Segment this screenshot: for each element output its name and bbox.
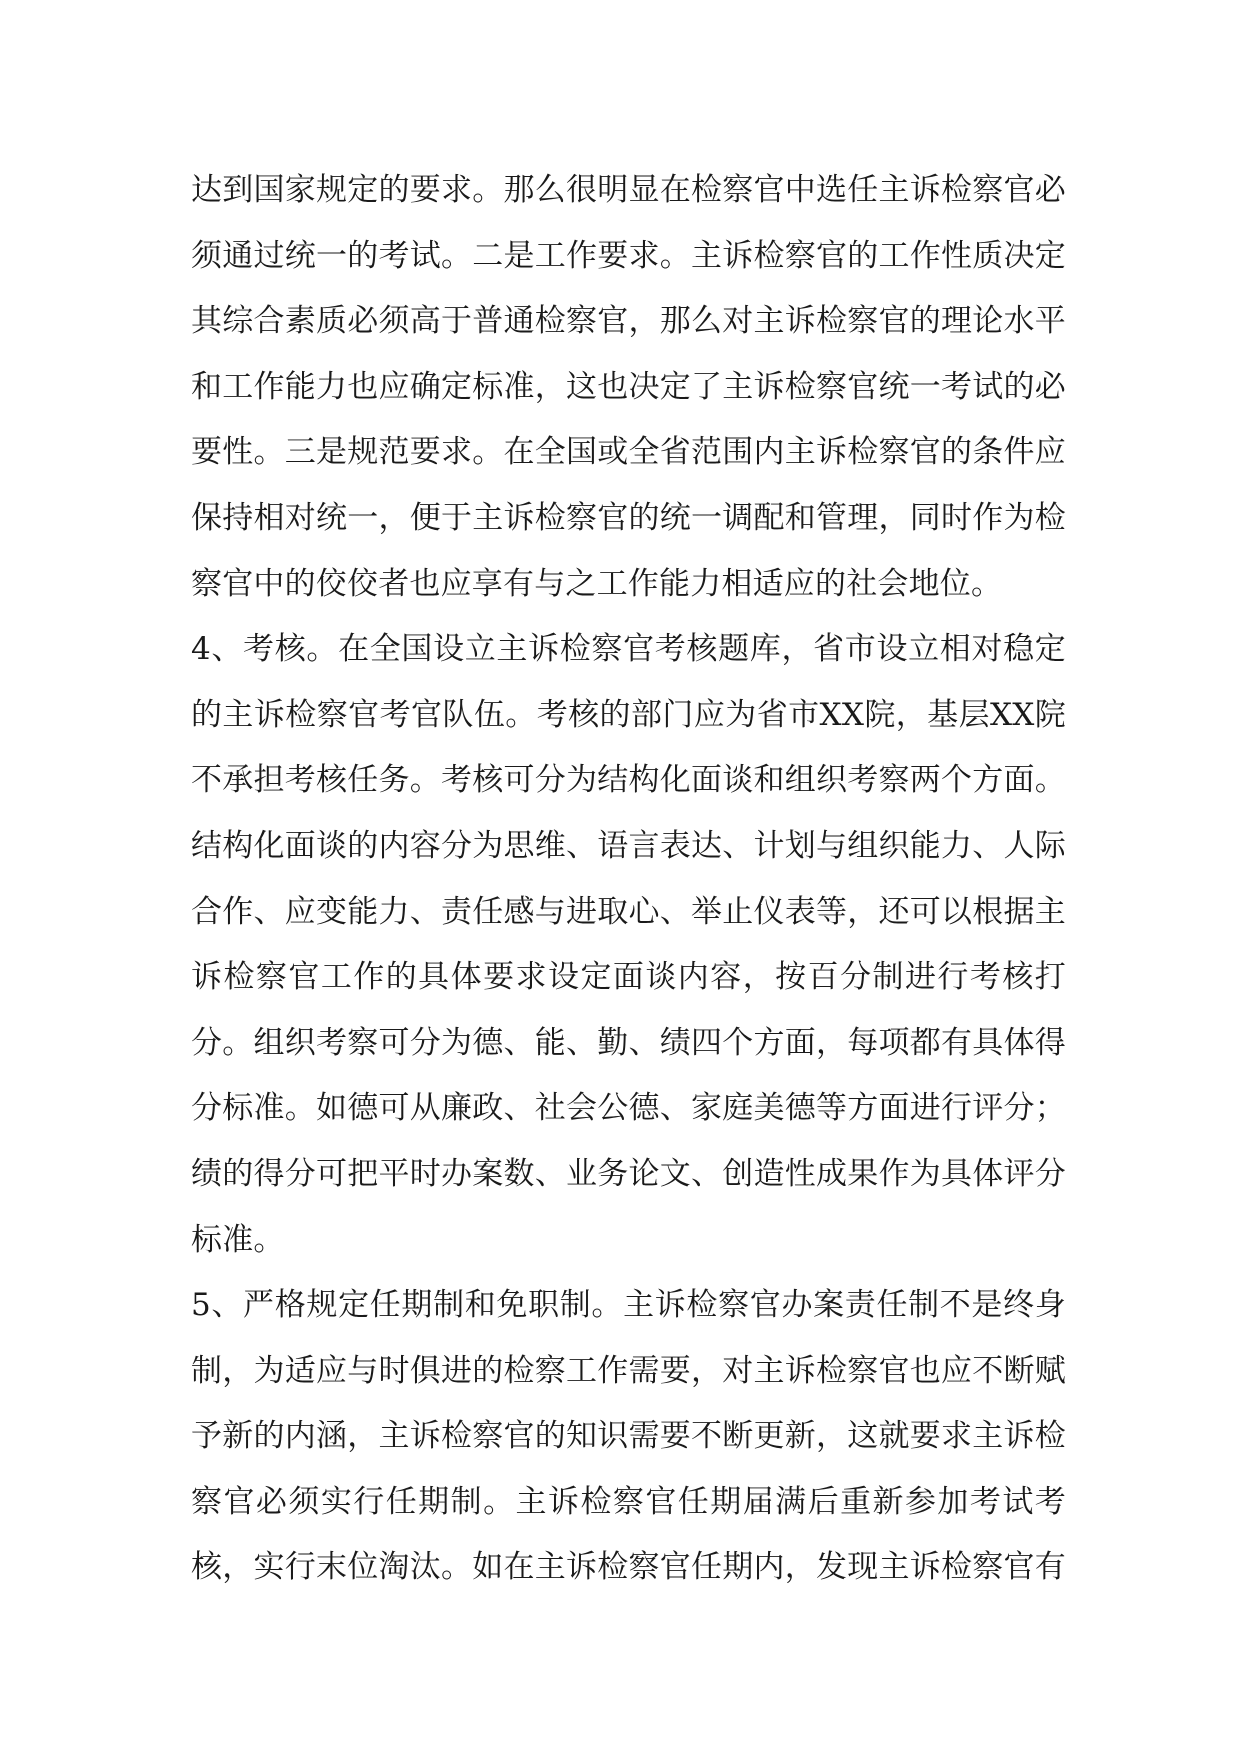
text-line: 合作、应变能力、责任感与进取心、举止仪表等，还可以根据主: [191, 893, 1066, 930]
text-line: 制，为适应与时俱进的检察工作需要，对主诉检察官也应不断赋: [191, 1352, 1066, 1389]
text-line: 核，实行末位淘汰。如在主诉检察官任期内，发现主诉检察官有: [191, 1549, 1066, 1586]
text-line: 须通过统一的考试。二是工作要求。主诉检察官的工作性质决定: [191, 237, 1066, 274]
text-line: 的主诉检察官考官队伍。考核的部门应为省市XX院，基层XX院: [191, 696, 1066, 733]
text-line: 绩的得分可把平时办案数、业务论文、创造性成果作为具体评分: [191, 1155, 1066, 1192]
text-line: 分标准。如德可从廉政、社会公德、家庭美德等方面进行评分；: [191, 1090, 1066, 1127]
text-line: 察官必须实行任期制。主诉检察官任期届满后重新参加考试考: [191, 1483, 1066, 1520]
paragraph-4-start: 4、考核。在全国设立主诉检察官考核题库，省市设立相对稳定: [191, 631, 1066, 668]
text-line: 保持相对统一，便于主诉检察官的统一调配和管理，同时作为检: [191, 499, 1066, 536]
text-line: 诉检察官工作的具体要求设定面谈内容，按百分制进行考核打: [191, 959, 1066, 996]
text-line: 标准。: [191, 1221, 285, 1258]
text-line: 察官中的佼佼者也应享有与之工作能力相适应的社会地位。: [191, 565, 1003, 602]
text-line: 不承担考核任务。考核可分为结构化面谈和组织考察两个方面。: [191, 762, 1066, 799]
text-line: 结构化面谈的内容分为思维、语言表达、计划与组织能力、人际: [191, 827, 1066, 864]
text-line: 分。组织考察可分为德、能、勤、绩四个方面，每项都有具体得: [191, 1024, 1066, 1061]
text-line: 要性。三是规范要求。在全国或全省范围内主诉检察官的条件应: [191, 434, 1066, 471]
body-text: [191, 158, 1066, 1601]
text-line: 达到国家规定的要求。那么很明显在检察官中选任主诉检察官必: [191, 172, 1066, 208]
text-line: 和工作能力也应确定标准，这也决定了主诉检察官统一考试的必: [191, 368, 1066, 405]
paragraph-5-start: 5、严格规定任期制和免职制。主诉检察官办案责任制不是终身: [191, 1287, 1066, 1324]
text-line: 予新的内涵，主诉检察官的知识需要不断更新，这就要求主诉检: [191, 1418, 1066, 1455]
text-line: 其综合素质必须高于普通检察官，那么对主诉检察官的理论水平: [191, 303, 1066, 340]
